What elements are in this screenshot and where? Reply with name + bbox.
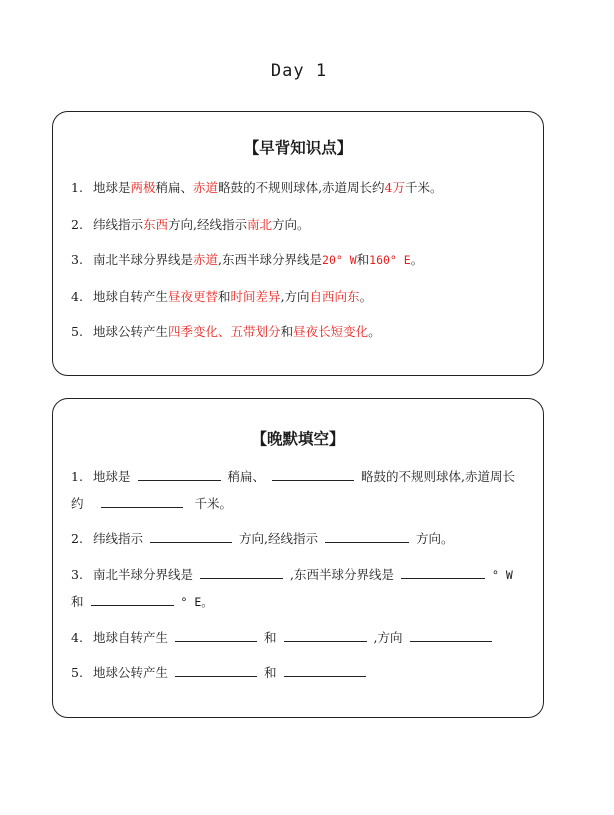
evening-item-4: [71, 629, 529, 647]
morning-item-3: [71, 251, 529, 269]
item-number: 5.: [71, 665, 83, 680]
item-text: ° W: [492, 568, 513, 582]
evening-item-3-cont: [71, 593, 529, 611]
item-text: ,方向: [280, 289, 310, 304]
item-text: 纬线指示: [93, 217, 144, 232]
key-term: 自西向东: [309, 289, 360, 304]
key-term: 20° W: [322, 253, 357, 267]
item-number: 4.: [71, 289, 83, 304]
item-text: 地球自转产生: [93, 289, 169, 304]
item-number: 3.: [71, 567, 83, 582]
key-term: 4万: [384, 180, 405, 195]
item-text: 千米。: [405, 180, 443, 195]
item-text: 千米。: [194, 496, 233, 511]
key-term: 时间差异: [230, 289, 281, 304]
key-term: 两极: [130, 180, 156, 195]
item-text: 和: [280, 324, 294, 339]
key-term: 东西: [143, 217, 169, 232]
evening-item-5: [71, 664, 529, 682]
item-text: 和: [71, 594, 84, 609]
answer-blank[interactable]: [284, 630, 367, 642]
morning-item-1: [71, 179, 529, 197]
key-term: 五带划分: [230, 324, 281, 339]
evening-item-1-cont: [71, 495, 529, 513]
item-text: ,东西半球分界线是: [290, 567, 394, 582]
key-term: 160° E: [369, 253, 411, 267]
item-text: 约: [71, 496, 84, 511]
item-text: 。: [410, 252, 424, 267]
answer-blank[interactable]: [272, 469, 354, 481]
item-number: 2.: [71, 531, 83, 546]
answer-blank[interactable]: [101, 496, 183, 508]
evening-item-2: [71, 530, 529, 548]
answer-blank[interactable]: [410, 630, 492, 642]
item-text: 。: [368, 324, 381, 339]
item-text: ° E。: [180, 595, 213, 609]
answer-blank[interactable]: [200, 567, 283, 579]
item-text: 和: [356, 252, 370, 267]
item-number: 3.: [71, 252, 83, 267]
item-text: 方向,经线指示: [168, 217, 248, 232]
item-text: ,方向: [373, 630, 403, 645]
item-text: 略鼓的不规则球体,赤道周长: [361, 469, 516, 484]
answer-blank[interactable]: [175, 630, 257, 642]
evening-card-heading: 【晚默填空】: [251, 430, 345, 448]
key-term: 、: [218, 324, 231, 339]
item-number: 5.: [71, 324, 83, 339]
item-text: 方向。: [416, 531, 454, 546]
answer-blank[interactable]: [325, 531, 409, 543]
item-text: 地球是: [93, 469, 131, 484]
key-term: 赤道: [193, 180, 219, 195]
item-number: 1.: [71, 469, 83, 484]
item-text: 略鼓的不规则球体,赤道周长约: [218, 180, 385, 195]
morning-item-2: [71, 216, 529, 234]
evening-item-3: [71, 566, 529, 584]
answer-blank[interactable]: [91, 594, 174, 606]
item-text: 和: [264, 665, 277, 680]
item-number: 1.: [71, 180, 83, 195]
key-term: 四季变化: [168, 324, 219, 339]
answer-blank[interactable]: [175, 665, 257, 677]
item-number: 4.: [71, 630, 83, 645]
answer-blank[interactable]: [401, 567, 485, 579]
morning-knowledge-card: [52, 111, 544, 376]
item-text: 地球公转产生: [93, 324, 169, 339]
key-term: 赤道: [193, 252, 219, 267]
answer-blank[interactable]: [150, 531, 232, 543]
answer-blank[interactable]: [284, 665, 366, 677]
item-text: 地球自转产生: [93, 630, 169, 645]
item-number: 2.: [71, 217, 83, 232]
key-term: 南北: [247, 217, 273, 232]
evening-fill-in-card: [52, 398, 544, 718]
key-term: 昼夜更替: [168, 289, 219, 304]
evening-item-1: [71, 468, 529, 486]
key-term: 昼夜长短变化: [293, 324, 369, 339]
item-text: 。: [359, 289, 373, 304]
item-text: 地球是: [93, 180, 131, 195]
morning-item-4: [71, 288, 529, 306]
item-text: 方向,经线指示: [239, 531, 318, 546]
item-text: ,东西半球分界线是: [218, 252, 323, 267]
item-text: 稍扁、: [227, 469, 266, 484]
morning-item-5: [71, 323, 529, 341]
item-text: 地球公转产生: [93, 665, 169, 680]
item-text: 方向。: [272, 217, 310, 232]
item-text: 稍扁、: [155, 180, 194, 195]
item-text: 南北半球分界线是: [93, 252, 194, 267]
page-title: Day 1: [270, 61, 328, 81]
morning-card-heading: 【早背知识点】: [243, 139, 353, 157]
item-text: 纬线指示: [93, 531, 144, 546]
item-text: 和: [218, 289, 231, 304]
answer-blank[interactable]: [138, 469, 221, 481]
item-text: 南北半球分界线是: [93, 567, 194, 582]
item-text: 和: [264, 630, 277, 645]
